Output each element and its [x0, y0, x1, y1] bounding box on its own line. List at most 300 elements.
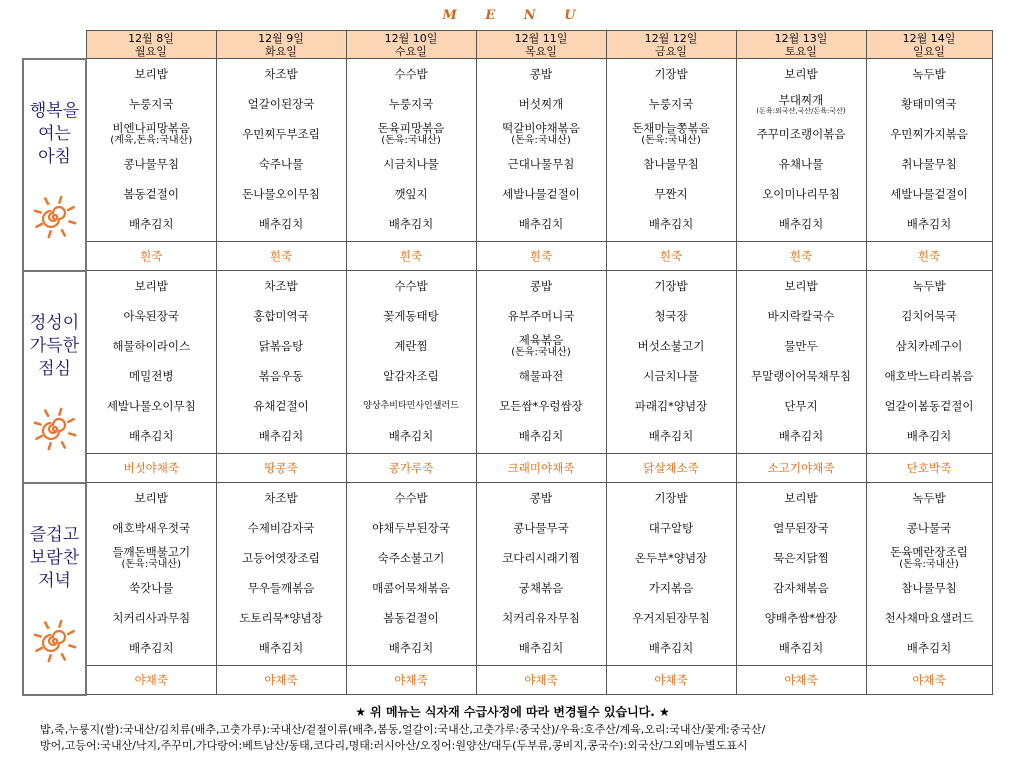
menu-item: [217, 301, 346, 331]
porridge-item: 야채죽: [736, 666, 866, 695]
menu-item: [737, 119, 866, 149]
menu-item: [87, 271, 216, 301]
menu-item: [347, 149, 476, 179]
menu-item-name: 숙주소불고기: [377, 550, 445, 565]
menu-item: [87, 179, 216, 209]
menu-item-name: 기장밥: [654, 66, 688, 81]
menu-item-name: 보리밥: [134, 66, 168, 81]
menu-item: [867, 633, 992, 663]
meal-label: 아침: [38, 146, 71, 167]
menu-item: [217, 573, 346, 603]
menu-item-name: 수제비감자국: [247, 520, 315, 535]
menu-item: [347, 89, 476, 119]
menu-item: [737, 573, 866, 603]
menu-item: [607, 59, 736, 89]
menu-item-name: 유채나물: [778, 156, 824, 171]
porridge-item: 단호박죽: [866, 454, 992, 483]
menu-item-name: 삼치카레구이: [895, 338, 963, 353]
menu-item: [217, 271, 346, 301]
menu-item-name: 도토리묵*양념장: [239, 610, 323, 625]
menu-item: [737, 149, 866, 179]
menu-item: [217, 421, 346, 451]
menu-item: [477, 59, 606, 89]
menu-item-name: 쑥갓나물: [129, 580, 174, 595]
menu-item-name: 콩밥: [529, 278, 553, 293]
menu-item: [607, 179, 736, 209]
menu-item-name: 보리밥: [784, 278, 818, 293]
menu-item: [87, 513, 216, 543]
menu-item: [477, 89, 606, 119]
menu-cell: [866, 271, 992, 454]
menu-item: [217, 633, 346, 663]
menu-item: [867, 421, 992, 451]
menu-item: [347, 301, 476, 331]
menu-item: [87, 59, 216, 89]
menu-cell: [86, 483, 216, 666]
menu-item-name: 무짠지: [654, 186, 688, 201]
menu-item: [867, 603, 992, 633]
menu-item-name: 가지볶음: [648, 580, 694, 595]
menu-item: [217, 603, 346, 633]
menu-item: [737, 513, 866, 543]
menu-item: [607, 301, 736, 331]
menu-item-name: 근대나물무침: [507, 156, 575, 171]
menu-item-name: 녹두밥: [912, 490, 946, 505]
menu-item: [87, 421, 216, 451]
menu-item: [217, 209, 346, 239]
menu-item-name: 세발나물오이무침: [106, 398, 196, 413]
menu-item-name: 배추김치: [518, 428, 564, 443]
origin-note: (돈육:국내산): [899, 559, 959, 570]
menu-item-name: 깻잎지: [394, 186, 428, 201]
menu-item: [867, 513, 992, 543]
menu-item: [867, 89, 992, 119]
menu-item: [87, 573, 216, 603]
menu-item-name: 온두부*양념장: [634, 550, 708, 565]
porridge-item: 야채죽: [476, 666, 606, 695]
menu-item-name: 봄동겉절이: [383, 610, 439, 625]
menu-item: [217, 89, 346, 119]
day-date: 12월 9일: [258, 31, 304, 45]
menu-item: [347, 331, 476, 361]
menu-cell: [736, 271, 866, 454]
menu-item-name: 콩나물무침: [123, 156, 180, 171]
menu-item-name: 해물하이라이스: [112, 338, 191, 353]
menu-item: [477, 573, 606, 603]
menu-item: [347, 361, 476, 391]
menu-item: [607, 573, 736, 603]
menu-item-name: 버섯찌개: [518, 96, 564, 111]
menu-item-name: 버섯소불고기: [637, 338, 705, 353]
meal-label: 가득한: [29, 335, 80, 356]
menu-item-name: 파래김*양념장: [634, 398, 708, 413]
menu-item: [477, 603, 606, 633]
origin-note: (계육,돈육:국내산): [110, 135, 193, 146]
menu-item-name: 오이미나리무침: [762, 186, 840, 201]
meal-label: 저녁: [38, 570, 71, 591]
menu-item-name: 돈육메란장조림: [890, 545, 968, 559]
menu-item: [477, 331, 606, 361]
menu-item: [477, 391, 606, 421]
menu-item-name: 꽃게동태탕: [383, 308, 439, 323]
menu-cell: [606, 59, 736, 242]
menu-item-name: 배추김치: [129, 640, 174, 655]
menu-cell: [606, 271, 736, 454]
menu-item: [87, 301, 216, 331]
menu-item-name: 감자채볶음: [773, 580, 829, 595]
menu-item-name: 보리밥: [134, 278, 168, 293]
menu-item-name: 배추김치: [518, 216, 564, 231]
menu-item-name: 볶음우동: [258, 368, 304, 383]
menu-item-name: 보리밥: [784, 66, 818, 81]
menu-item: [737, 483, 866, 513]
menu-item: [607, 391, 736, 421]
menu-item-name: 묵은지닭찜: [773, 550, 829, 565]
menu-item-name: 고등어엿장조림: [242, 550, 320, 565]
menu-cell: [216, 483, 346, 666]
menu-item-name: 수수밥: [394, 66, 428, 81]
menu-item: [477, 361, 606, 391]
menu-item: [737, 421, 866, 451]
meal-label: 점심: [38, 358, 71, 379]
menu-item: [87, 391, 216, 421]
day-weekday: 금요일: [655, 44, 687, 58]
menu-item: [867, 149, 992, 179]
porridge-item: 흰죽: [736, 242, 866, 271]
menu-item-name: 세발나물겉절이: [502, 186, 580, 201]
menu-item: [217, 361, 346, 391]
day-weekday: 월요일: [135, 44, 167, 58]
menu-item-name: 애호박새우젓국: [112, 520, 191, 535]
menu-item: [217, 59, 346, 89]
menu-item-name: 양상추비타민사인샐러드: [363, 400, 459, 411]
meal-label: 행복을: [29, 100, 80, 121]
menu-item: [477, 543, 606, 573]
menu-item-name: 홍합미역국: [253, 308, 309, 323]
origin-info: [40, 722, 1015, 754]
menu-item-name: 궁채볶음: [518, 580, 564, 595]
menu-item-name: 모든쌈*우렁쌈장: [499, 398, 583, 413]
menu-item: [737, 331, 866, 361]
menu-item-name: 배추김치: [129, 216, 174, 231]
menu-item: [607, 361, 736, 391]
menu-item-name: 계란찜: [394, 338, 428, 353]
meal-label: 보람찬: [29, 547, 80, 568]
origin-note: (돈육:국내산): [381, 135, 441, 146]
sun-spiral-icon: [31, 405, 79, 453]
menu-item: [737, 209, 866, 239]
day-header: [346, 31, 476, 59]
menu-item-name: 황태미역국: [901, 96, 957, 111]
menu-item: [477, 209, 606, 239]
menu-item-name: 콩밥: [529, 490, 553, 505]
menu-item: [867, 391, 992, 421]
origin-note: (돈육:국내산): [511, 347, 571, 358]
menu-cell: [736, 59, 866, 242]
menu-item-name: 얼갈이된장국: [247, 96, 315, 111]
menu-cell: [476, 59, 606, 242]
menu-item-name: 제육볶음: [518, 333, 564, 347]
menu-item: [347, 603, 476, 633]
menu-item: [607, 271, 736, 301]
porridge-item: 야채죽: [346, 666, 476, 695]
menu-item-name: 배추김치: [906, 216, 952, 231]
day-weekday: 수요일: [395, 44, 427, 58]
menu-cell: [866, 59, 992, 242]
menu-item-name: 숙주나물: [258, 156, 304, 171]
day-header: [736, 31, 866, 59]
menu-item: [217, 513, 346, 543]
menu-item: [867, 483, 992, 513]
menu-item: [477, 633, 606, 663]
porridge-item: 흰죽: [866, 242, 992, 271]
menu-item: [347, 513, 476, 543]
day-weekday: 토요일: [785, 44, 817, 58]
menu-item: [477, 179, 606, 209]
menu-item: [867, 119, 992, 149]
menu-item-name: 무말랭이어묵채무침: [751, 368, 851, 383]
porridge-item: 땅콩죽: [216, 454, 346, 483]
menu-item: [477, 271, 606, 301]
menu-cell: [476, 483, 606, 666]
menu-item: [737, 633, 866, 663]
menu-item: [477, 119, 606, 149]
menu-item-name: 배추김치: [388, 640, 434, 655]
menu-item-name: 누룽지국: [648, 96, 694, 111]
porridge-item: 야채죽: [866, 666, 992, 695]
menu-item-name: 차조밥: [264, 66, 298, 81]
menu-item: [347, 483, 476, 513]
menu-item-name: 배추김치: [518, 640, 564, 655]
menu-item: [217, 331, 346, 361]
menu-item: [347, 119, 476, 149]
origin-note: (돈육:국내산): [511, 135, 571, 146]
day-date: 12월 13일: [774, 31, 828, 45]
menu-item: [737, 603, 866, 633]
menu-item: [477, 149, 606, 179]
menu-cell: [86, 271, 216, 454]
menu-cell: [346, 483, 476, 666]
menu-item-name: 참나물무침: [643, 156, 699, 171]
porridge-item: 야채죽: [86, 666, 216, 695]
menu-item: [607, 209, 736, 239]
menu-item-name: 기장밥: [654, 278, 688, 293]
menu-item-name: 아욱된장국: [123, 308, 180, 323]
menu-item-name: 배추김치: [129, 428, 174, 443]
porridge-item: 흰죽: [606, 242, 736, 271]
menu-item-name: 열무된장국: [773, 520, 829, 535]
porridge-item: 흰죽: [476, 242, 606, 271]
menu-item-name: 치커리사과무침: [112, 610, 191, 625]
menu-item: [737, 179, 866, 209]
menu-item: [867, 573, 992, 603]
menu-item: [607, 543, 736, 573]
weekly-menu-table: [22, 30, 993, 696]
menu-cell: [86, 59, 216, 242]
menu-item-name: 누룽지국: [129, 96, 174, 111]
menu-item-name: 배추김치: [258, 640, 304, 655]
meal-label: 여는: [38, 123, 71, 144]
menu-cell: [346, 271, 476, 454]
porridge-item: 콩가루죽: [346, 454, 476, 483]
menu-item: [867, 271, 992, 301]
menu-item-name: 배추김치: [906, 428, 952, 443]
menu-item: [737, 301, 866, 331]
menu-item-name: 콩밥: [529, 66, 553, 81]
day-date: 12월 8일: [128, 31, 174, 45]
menu-item-name: 알감자조림: [383, 368, 439, 383]
menu-item-name: 돈육피망볶음: [377, 121, 445, 135]
menu-item: [477, 421, 606, 451]
menu-item-name: 바지락칼국수: [767, 308, 835, 323]
menu-item-name: 무우들깨볶음: [247, 580, 315, 595]
menu-item-name: 배추김치: [778, 640, 824, 655]
menu-item: [87, 633, 216, 663]
menu-item: [867, 59, 992, 89]
day-header: [606, 31, 736, 59]
menu-item-name: 배추김치: [648, 640, 694, 655]
porridge-item: 흰죽: [216, 242, 346, 271]
day-weekday: 목요일: [525, 44, 557, 58]
menu-item-name: 보리밥: [784, 490, 818, 505]
menu-item: [347, 59, 476, 89]
menu-item: [87, 483, 216, 513]
menu-item: [477, 513, 606, 543]
day-date: 12월 10일: [384, 31, 438, 45]
menu-item: [737, 361, 866, 391]
sun-spiral-icon: [31, 617, 79, 665]
meal-label: 정성이: [29, 312, 80, 333]
meal-label-cell: [23, 271, 86, 483]
menu-item-name: 누룽지국: [388, 96, 434, 111]
menu-item: [607, 421, 736, 451]
menu-item-name: 수수밥: [394, 278, 428, 293]
menu-item: [477, 301, 606, 331]
menu-item: [87, 361, 216, 391]
menu-item: [87, 543, 216, 573]
origin-note: (돈육:국내산): [121, 559, 181, 570]
menu-item-name: 야채두부된장국: [372, 520, 450, 535]
menu-item: [347, 421, 476, 451]
menu-item: [867, 543, 992, 573]
menu-item-name: 청국장: [654, 308, 688, 323]
menu-item: [347, 633, 476, 663]
menu-cell: [866, 483, 992, 666]
day-header: [86, 31, 216, 59]
porridge-item: 버섯야채죽: [86, 454, 216, 483]
menu-item-name: 떡갈비야채볶음: [502, 121, 580, 135]
menu-item: [87, 149, 216, 179]
menu-item-name: 녹두밥: [912, 66, 946, 81]
menu-item: [217, 391, 346, 421]
menu-item-name: 콩나물국: [906, 520, 952, 535]
menu-item: [867, 361, 992, 391]
menu-item: [347, 391, 476, 421]
origin-note: (돈육:국내산): [641, 135, 701, 146]
menu-item-name: 대구알탕: [648, 520, 694, 535]
menu-cell: [736, 483, 866, 666]
menu-item: [347, 209, 476, 239]
menu-item: [737, 543, 866, 573]
menu-item: [737, 89, 866, 119]
day-weekday: 화요일: [265, 44, 297, 58]
day-header: [216, 31, 346, 59]
menu-item: [217, 119, 346, 149]
day-weekday: 일요일: [913, 44, 945, 58]
menu-item-name: 배추김치: [258, 428, 304, 443]
menu-item-name: 돈나물오이무침: [242, 186, 320, 201]
menu-item-name: 닭볶음탕: [258, 338, 304, 353]
menu-cell: [476, 271, 606, 454]
menu-item-name: 부대찌개: [778, 92, 824, 107]
menu-item-name: 천사채마요샐러드: [884, 610, 974, 625]
menu-cell: [216, 59, 346, 242]
menu-cell: [346, 59, 476, 242]
day-date: 12월 14일: [902, 31, 956, 45]
menu-item-name: 세발나물겉절이: [890, 186, 968, 201]
menu-item: [217, 483, 346, 513]
menu-item-name: 해물파전: [518, 368, 564, 383]
menu-item-name: 유부주머니국: [507, 308, 575, 323]
menu-item: [347, 543, 476, 573]
menu-item-name: 배추김치: [906, 640, 952, 655]
menu-cell: [216, 271, 346, 454]
day-date: 12월 12일: [644, 31, 698, 45]
sun-spiral-icon: [31, 193, 79, 241]
menu-item-name: 애호박느타리볶음: [884, 368, 974, 383]
menu-item: [87, 331, 216, 361]
menu-item-name: 우거지된장무침: [632, 610, 710, 625]
menu-item-name: 주꾸미조랭이볶음: [756, 126, 846, 141]
menu-item-name: 물만두: [784, 338, 818, 353]
menu-item-name: 배추김치: [648, 428, 694, 443]
menu-item: [607, 149, 736, 179]
menu-item-name: 유채겉절이: [253, 398, 309, 413]
menu-item-name: 수수밥: [394, 490, 428, 505]
menu-item-name: 치커리유자무침: [502, 610, 580, 625]
menu-item-name: 시금치나물: [643, 368, 699, 383]
menu-item: [347, 573, 476, 603]
menu-item-name: 단무지: [784, 398, 818, 413]
menu-item: [737, 271, 866, 301]
porridge-item: 흰죽: [86, 242, 216, 271]
porridge-item: 야채죽: [606, 666, 736, 695]
menu-item: [347, 179, 476, 209]
menu-item: [867, 179, 992, 209]
menu-item: [217, 179, 346, 209]
corner-cell: [23, 31, 86, 59]
menu-item-name: 차조밥: [264, 490, 298, 505]
menu-item: [87, 119, 216, 149]
menu-item-name: 시금치나물: [383, 156, 439, 171]
menu-item: [217, 543, 346, 573]
menu-item-name: 배추김치: [778, 428, 824, 443]
porridge-item: 소고기야채죽: [736, 454, 866, 483]
menu-item: [607, 89, 736, 119]
menu-item: [867, 209, 992, 239]
menu-item-name: 봄동겉절이: [123, 186, 180, 201]
menu-item-name: 매콤어묵채볶음: [372, 580, 450, 595]
menu-item: [737, 391, 866, 421]
menu-item-name: 배추김치: [388, 216, 434, 231]
porridge-item: 닭살채소죽: [606, 454, 736, 483]
origin-line: 밥,죽,누룽지(쌀):국내산/김치류(배추,고춧가루):국내산/겉절이류(배추,봄동,얼갈이:국내산,고춧가루:중국산)/우육:호주산/계육,오리:국내산/꽃게:중국산/: [40, 723, 766, 736]
menu-item: [347, 271, 476, 301]
menu-item: [87, 89, 216, 119]
menu-item: [867, 301, 992, 331]
origin-line: 방어,고등어:국내산/낙지,주꾸미,가다랑어:베트남산/동태,코다리,명태:러시아산/오징어:원양산/대두(두부류,콩비지,콩국수):외국산/그외메뉴별도표시: [40, 739, 748, 752]
menu-item-name: 녹두밥: [912, 278, 946, 293]
